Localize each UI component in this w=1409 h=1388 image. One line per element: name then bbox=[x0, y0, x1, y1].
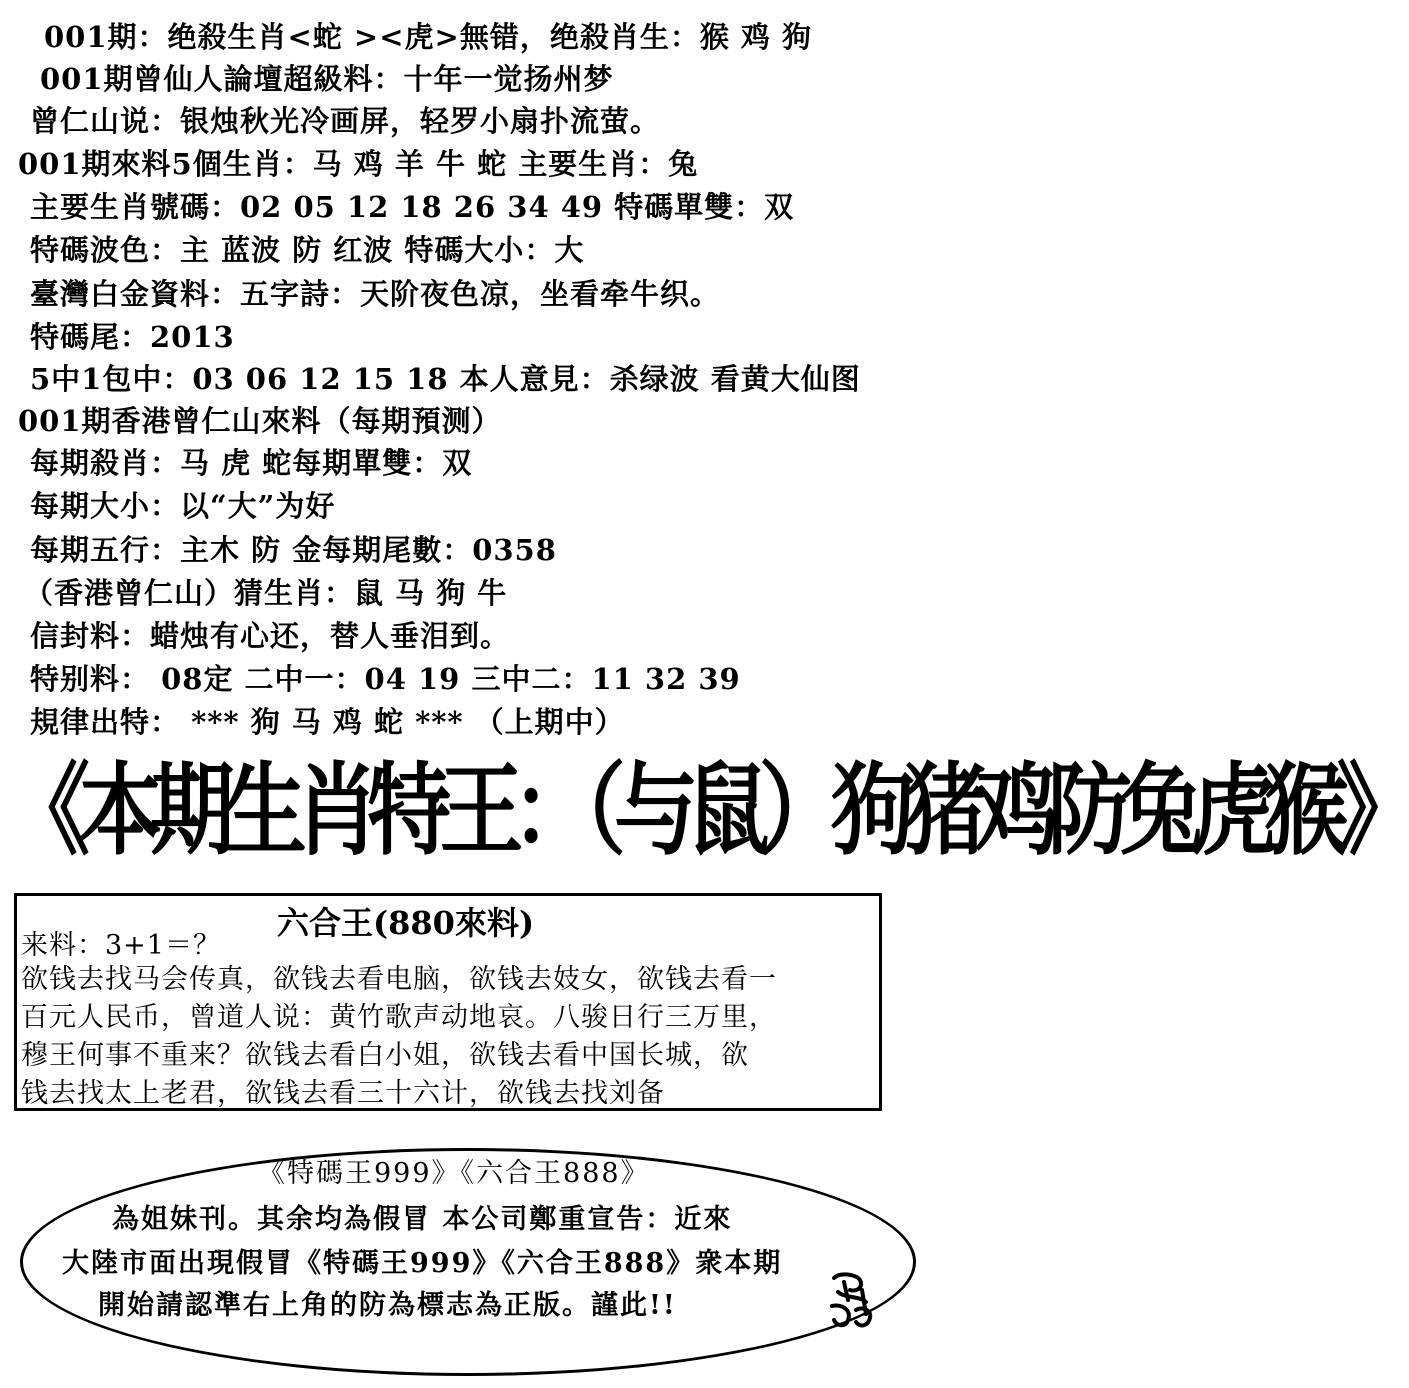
notice-line: 《特碼王999》《六合王888》 bbox=[258, 1158, 650, 1189]
info-line: 001期曾仙人論壇超級料：十年一觉扬州梦 bbox=[40, 62, 614, 96]
info-line: 信封料：蜡烛有心还，替人垂泪到。 bbox=[30, 619, 511, 653]
liuhewang-box bbox=[14, 893, 882, 1111]
notice-line: 開始請認準右上角的防為標志為正版。謹此!! bbox=[98, 1290, 677, 1321]
box-line: 欲钱去找马会传真，欲钱去看电脑，欲钱去妓女，欲钱去看一 bbox=[21, 964, 777, 995]
box-line: 百元人民币，曾道人说：黄竹歌声动地哀。八骏日行三万里， bbox=[21, 1002, 777, 1033]
info-line: 每期大小：以“大”为好 bbox=[30, 489, 336, 523]
info-line: 001期香港曾仁山來料（每期預测） bbox=[18, 404, 502, 438]
anti-counterfeit-stamp-icon bbox=[826, 1270, 882, 1334]
box-line: 钱去找太上老君，欲钱去看三十六计，欲钱去找刘备 bbox=[21, 1078, 665, 1109]
info-line: 特碼尾：2013 bbox=[30, 320, 235, 354]
box-line: 来料：3+1＝？ bbox=[21, 930, 221, 961]
notice-line: 為姐妹刊。其余均為假冒 本公司鄭重宣告：近來 bbox=[112, 1204, 733, 1235]
info-line: 每期五行：主木 防 金每期尾數：0358 bbox=[30, 533, 557, 567]
info-line: 曾仁山说：银烛秋光冷画屏，轻罗小扇扑流萤。 bbox=[30, 104, 661, 138]
info-line: 特碼波色：主 蓝波 防 红波 特碼大小：大 bbox=[30, 233, 585, 267]
info-line: 001期來料5個生肖：马 鸡 羊 牛 蛇 主要生肖：兔 bbox=[18, 147, 699, 181]
info-line: 主要生肖號碼：02 05 12 18 26 34 49 特碼單雙：双 bbox=[30, 190, 795, 224]
info-line: 特别料： 08定 二中一：04 19 三中二：11 32 39 bbox=[30, 662, 741, 696]
info-line: 臺灣白金資料：五字詩：天阶夜色凉，坐看牵牛织。 bbox=[30, 277, 721, 311]
box-title: 六合王(880來料) bbox=[277, 904, 535, 942]
info-line: 5中1包中：03 06 12 15 18 本人意見：杀绿波 看黄大仙图 bbox=[30, 362, 861, 396]
info-line: 規律出特： *** 狗 马 鸡 蛇 *** （上期中） bbox=[30, 705, 625, 739]
headline-banner: 《本期生肖特王：（与鼠）狗猪鸡防兔虎猴》 bbox=[6, 752, 1409, 869]
info-line: 每期殺肖：马 虎 蛇每期單雙：双 bbox=[30, 446, 473, 480]
info-line: 001期：绝殺生肖<蛇 ><虎>無错，绝殺肖生：猴 鸡 狗 bbox=[44, 20, 813, 54]
notice-line: 大陸市面出現假冒《特碼王999》《六合王888》衆本期 bbox=[62, 1248, 783, 1279]
info-line: （香港曾仁山）猜生肖：鼠 马 狗 牛 bbox=[24, 576, 508, 610]
box-line: 穆王何事不重来？欲钱去看白小姐，欲钱去看中国长城，欲 bbox=[21, 1040, 749, 1071]
